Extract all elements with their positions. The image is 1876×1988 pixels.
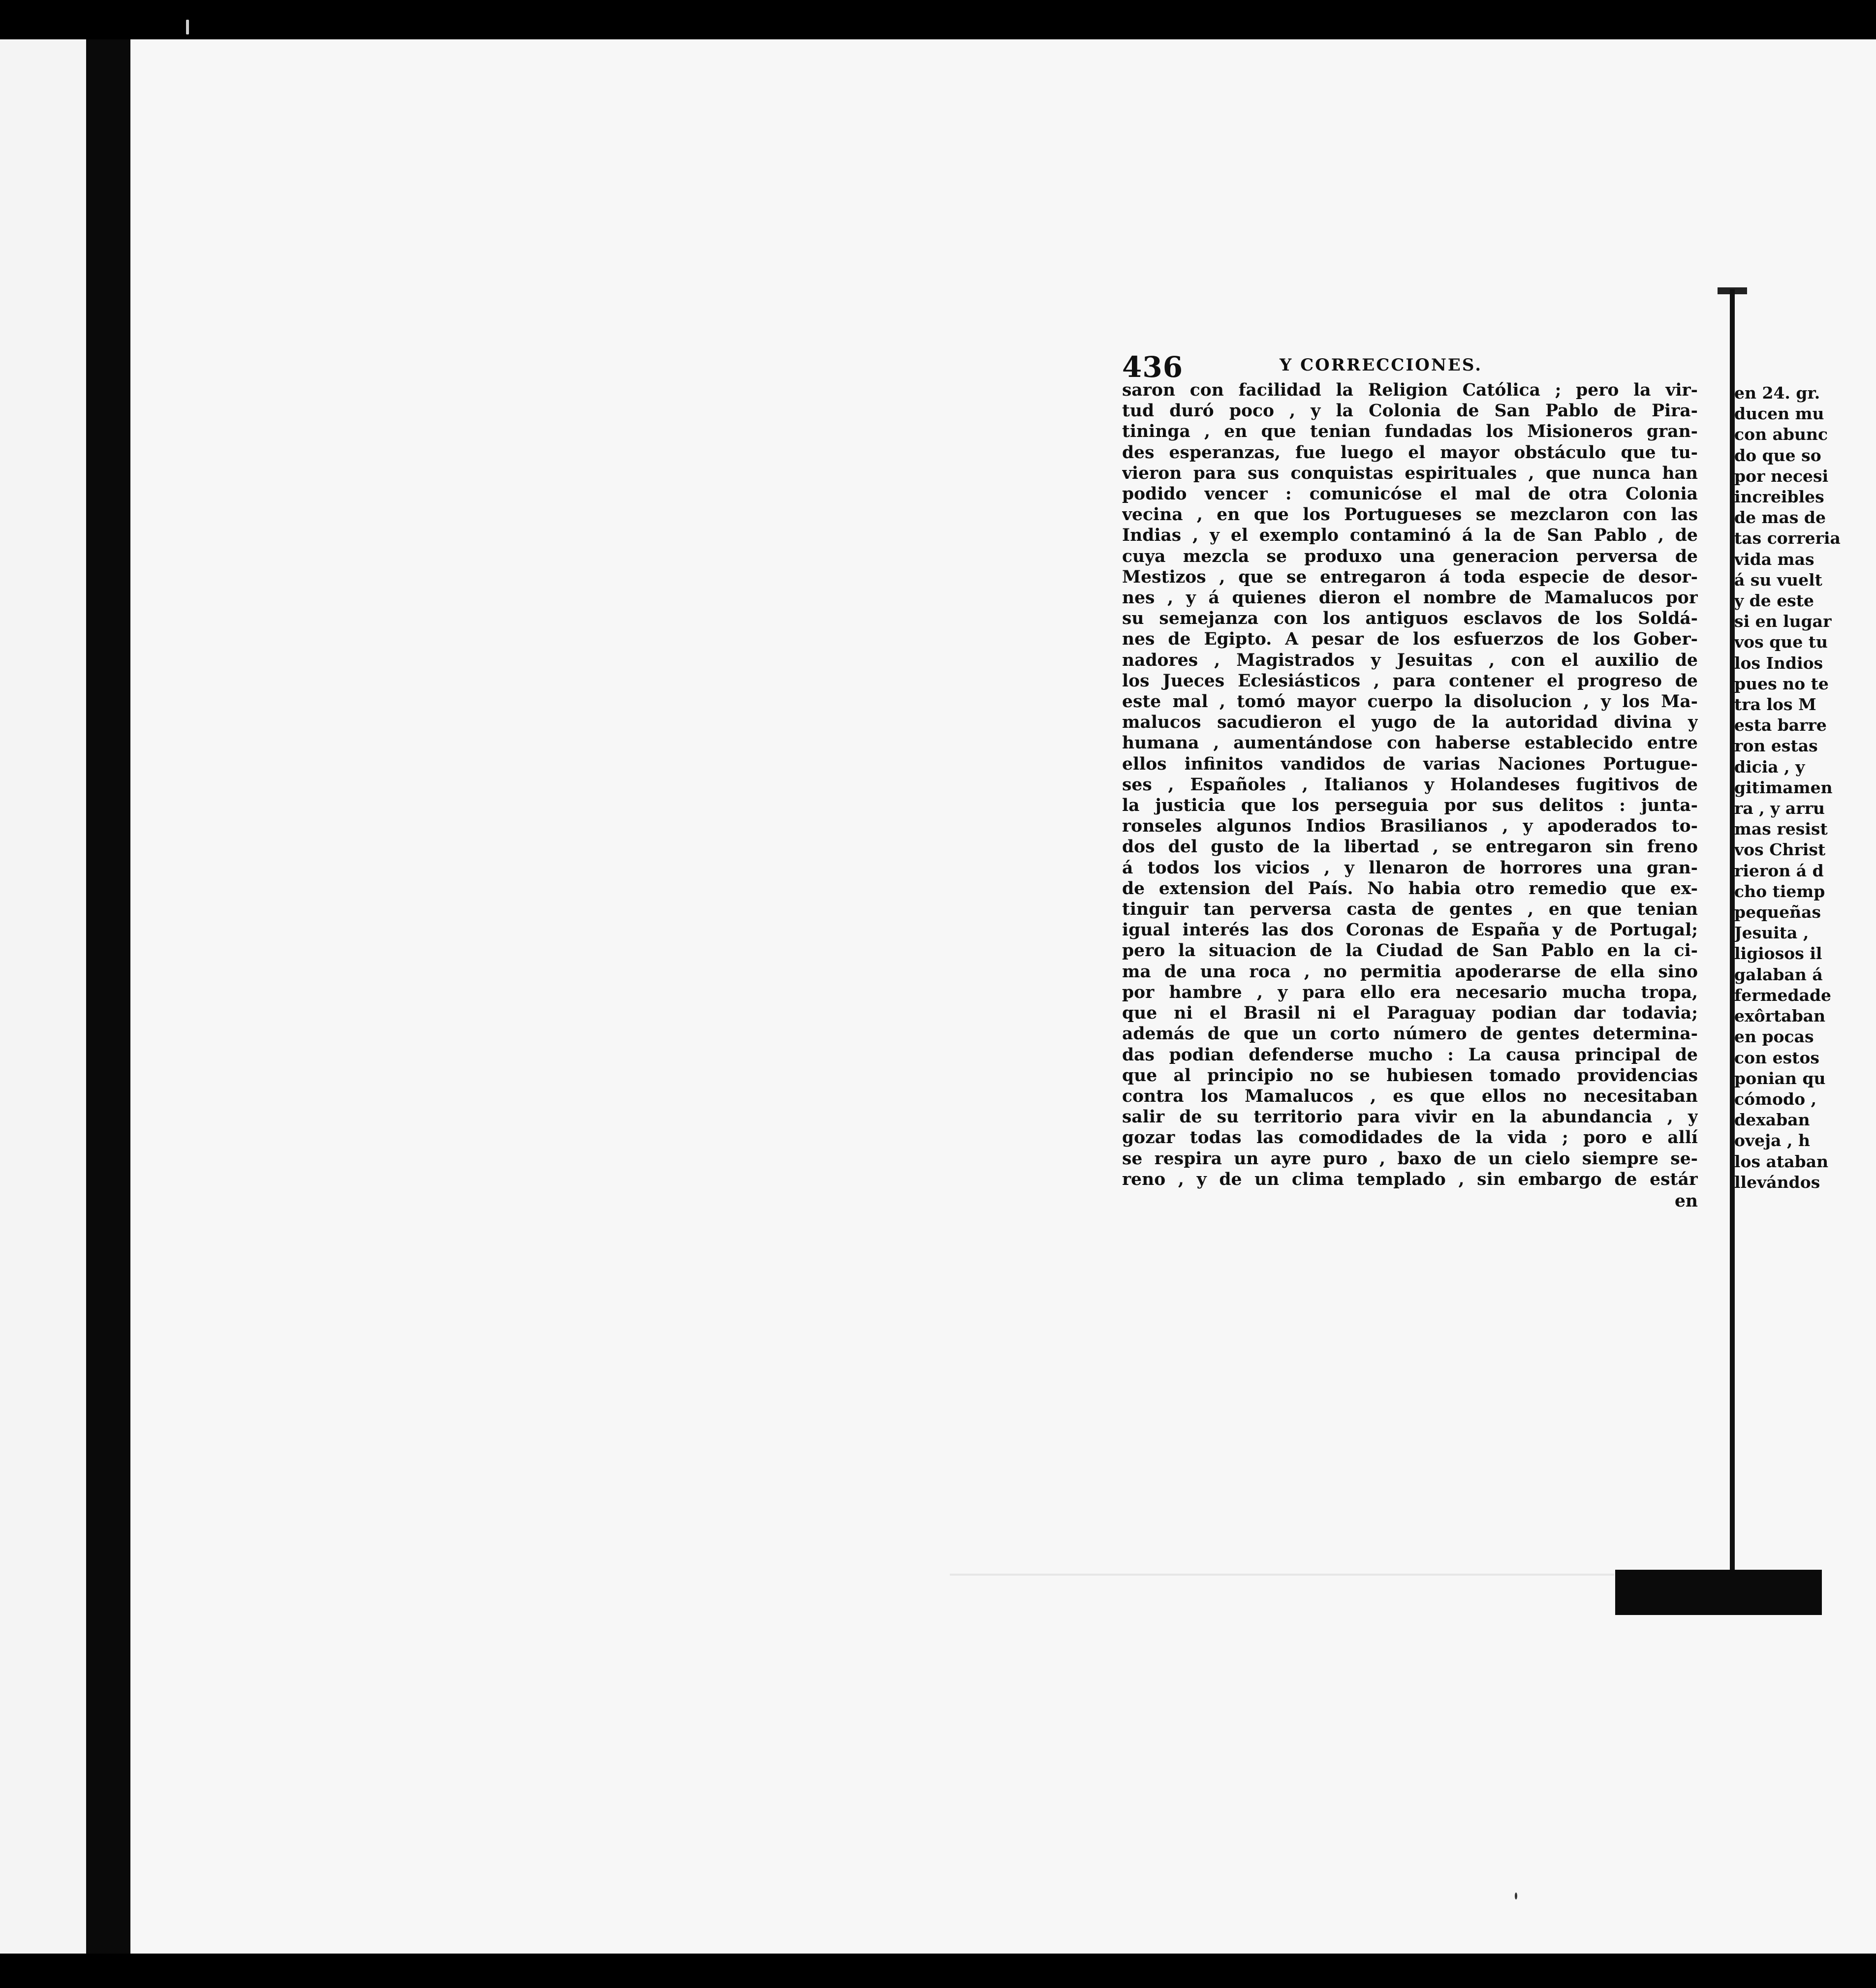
text-line: cuya mezcla se produxo una generacion perversa de — [1122, 546, 1698, 566]
text-line: nadores , Magistrados y Jesuitas , con el auxilio de — [1122, 650, 1698, 670]
running-head-title: Y CORRECCIONES. — [1280, 355, 1483, 375]
text-line: por hambre , y para ello era necesario mucha tropa, — [1122, 982, 1698, 1002]
text-line: exôrtaban — [1734, 1006, 1826, 1026]
text-line: contra los Mamalucos , es que ellos no necesitaban — [1122, 1086, 1698, 1106]
next-page-text — [1734, 383, 1876, 1193]
text-line: mas resist — [1734, 819, 1828, 839]
text-line: ra , y arru — [1734, 799, 1825, 818]
text-line: los ataban — [1734, 1151, 1829, 1171]
text-line: Jesuita , — [1734, 923, 1809, 943]
text-line: humana , aumentándose con haberse establecido entre — [1122, 733, 1698, 753]
catchword: en — [1674, 1191, 1698, 1211]
page-number: 436 — [1122, 350, 1184, 384]
text-line: los Jueces Eclesiásticos , para contener el progreso de — [1122, 671, 1698, 691]
text-line: ma de una roca , no permitia apoderarse de ella sino — [1122, 962, 1698, 982]
text-line: con estos — [1734, 1048, 1819, 1067]
text-line: pequeñas — [1734, 902, 1821, 922]
text-line: vecina , en que los Portugueses se mezclaron con las — [1122, 505, 1698, 525]
left-page-strip — [0, 39, 86, 1954]
text-line: gozar todas las comodidades de la vida ; poro e allí — [1122, 1128, 1698, 1148]
text-line: dicia , y — [1734, 757, 1805, 777]
text-line: tra los M — [1734, 695, 1816, 714]
text-line: das podian defenderse mucho : La causa principal de — [1122, 1045, 1698, 1065]
left-binding-bar — [86, 39, 130, 1954]
text-line: oveja , h — [1734, 1131, 1810, 1150]
scan-speck — [1515, 1893, 1517, 1899]
text-line: por necesi — [1734, 466, 1829, 486]
text-line: fermedade — [1734, 985, 1832, 1005]
text-line: y de este — [1734, 591, 1814, 611]
text-line: Mestizos , que se entregaron á toda especie de desor- — [1122, 567, 1698, 587]
text-line: nes de Egipto. A pesar de los esfuerzos de los Gober- — [1122, 629, 1698, 650]
text-line: pues no te — [1734, 674, 1829, 693]
text-line: pero la situacion de la Ciudad de San Pablo en la ci- — [1122, 941, 1698, 961]
text-line: ellos infinitos vandidos de varias Naciones Portugue- — [1122, 754, 1698, 774]
text-line: podido vencer : comunicóse el mal de otra Colonia — [1122, 484, 1698, 504]
text-line: tinguir tan perversa casta de gentes , en que tenian — [1122, 900, 1698, 920]
scan-speck — [186, 20, 189, 34]
text-line: vieron para sus conquistas espirituales , que nunca han — [1122, 463, 1698, 483]
text-line: que ni el Brasil ni el Paraguay podian dar todavia; — [1122, 1003, 1698, 1024]
text-line: vos que tu — [1734, 632, 1828, 652]
running-head — [1122, 350, 1698, 384]
text-line: de extension del País. No habia otro remedio que ex- — [1122, 878, 1698, 899]
body-text — [1122, 380, 1698, 1190]
leaf-edge-shadow — [950, 1574, 1614, 1576]
text-line: salir de su territorio para vivir en la abundancia , y — [1122, 1107, 1698, 1127]
gutter-shadow-block — [1615, 1570, 1822, 1615]
text-line: de mas de — [1734, 508, 1826, 528]
text-line: rieron á d — [1734, 861, 1824, 880]
text-line: además de que un corto número de gentes determina- — [1122, 1024, 1698, 1044]
text-line: Indias , y el exemplo contaminó á la de San Pablo , de — [1122, 526, 1698, 546]
bottom-scan-border — [0, 1954, 1876, 1988]
text-line: con abunc — [1734, 425, 1828, 444]
text-line: tud duró poco , y la Colonia de San Pablo de Pira- — [1122, 401, 1698, 421]
text-line: ponian qu — [1734, 1068, 1826, 1088]
text-line: ronseles algunos Indios Brasilianos , y apoderados to- — [1122, 816, 1698, 837]
text-line: nes , y á quienes dieron el nombre de Mamalucos por — [1122, 588, 1698, 608]
text-page — [1122, 350, 1698, 1211]
text-line: do que so — [1734, 445, 1821, 465]
text-line: llevándos — [1734, 1172, 1820, 1192]
text-line: ses , Españoles , Italianos y Holandeses fugitivos de — [1122, 775, 1698, 795]
text-line: se respira un ayre puro , baxo de un cielo siempre se- — [1122, 1149, 1698, 1169]
text-line: malucos sacudieron el yugo de la autoridad divina y — [1122, 713, 1698, 733]
text-line: que al principio no se hubiesen tomado providencias — [1122, 1065, 1698, 1086]
text-line: su semejanza con los antiguos esclavos de los Soldá- — [1122, 609, 1698, 629]
text-line: gitimamen — [1734, 777, 1833, 797]
text-line: si en lugar — [1734, 612, 1832, 631]
text-line: á su vuelt — [1734, 570, 1822, 590]
text-line: des esperanzas, fue luego el mayor obstáculo que tu- — [1122, 442, 1698, 463]
text-line: reno , y de un clima templado , sin embargo de estár — [1122, 1169, 1698, 1189]
text-line: tas correria — [1734, 528, 1841, 548]
text-line: saron con facilidad la Religion Católica ; pero la vir- — [1122, 380, 1698, 400]
next-page-fragment — [1734, 383, 1876, 1193]
text-line: ligiosos il — [1734, 944, 1822, 963]
text-line: increibles — [1734, 487, 1824, 507]
text-line: dexaban — [1734, 1110, 1810, 1130]
text-line: á todos los vicios , y llenaron de horrores una gran- — [1122, 858, 1698, 878]
text-line: vos Christ — [1734, 840, 1826, 860]
text-line: vida mas — [1734, 549, 1814, 569]
text-line: en 24. gr. — [1734, 383, 1820, 403]
text-line: ducen mu — [1734, 404, 1824, 424]
text-line: los Indios — [1734, 653, 1823, 673]
text-line: igual interés las dos Coronas de España y de Portugal; — [1122, 920, 1698, 940]
text-line: tininga , en que tenian fundadas los Misioneros gran- — [1122, 422, 1698, 442]
text-line: la justicia que los perseguia por sus delitos : junta- — [1122, 796, 1698, 816]
text-line: ron estas — [1734, 736, 1818, 756]
top-scan-border — [0, 0, 1876, 39]
text-line: cómodo , — [1734, 1089, 1817, 1109]
text-line: en pocas — [1734, 1027, 1814, 1047]
text-line: este mal , tomó mayor cuerpo la disolucion , y los Ma- — [1122, 692, 1698, 712]
text-line: galaban á — [1734, 964, 1823, 984]
text-line: cho tiemp — [1734, 881, 1825, 901]
text-line: dos del gusto de la libertad , se entregaron sin freno — [1122, 837, 1698, 857]
text-line: esta barre — [1734, 715, 1827, 735]
